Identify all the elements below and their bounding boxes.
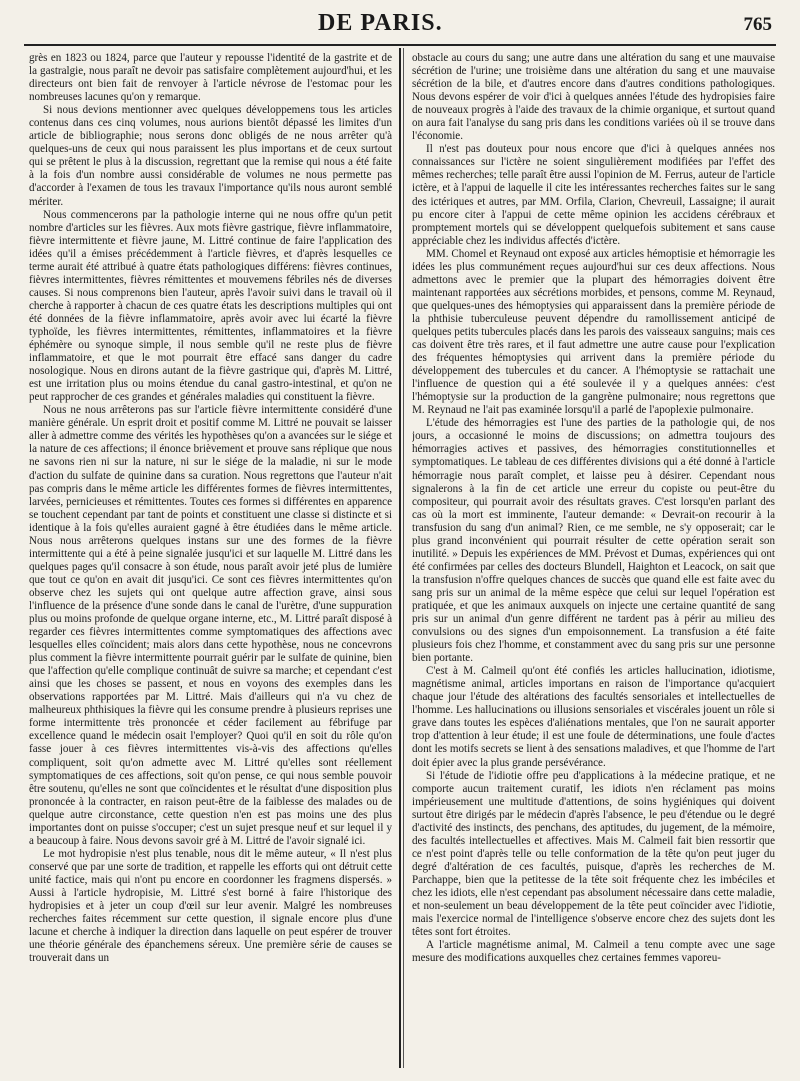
page-number: 765 xyxy=(743,14,772,35)
paragraph: Si nous devions mentionner avec quelques développemens tous les articles contenus dans ces cinq volumes, nous aurions bientôt dépassé les limites d'un article de bibliographie; nous serons donc obligés de ne nous arrêter qu'à quelques-uns de ceux qui nous paraissent les plus importans et de ceux surtout qui se prêtent le plus à la discussion, regrettant que la remise qui nous a été faite à la fois d'un nombre aussi considérable de volumes ne nous permette pas d'accorder à l'examen de tous les travaux l'importance qu'ils nous auront semblé mériter. xyxy=(29,104,392,208)
paragraph: Nous commencerons par la pathologie interne qui ne nous offre qu'un petit nombre d'articles sur les fièvres. Aux mots fièvre gastrique, fièvre inflammatoire, fièvre intermittente et fièvre jaune, M. Littré continue de faire l'application des idées qu'il a émises précédemment à l'article fièvres, et d'après lesquelles ce terme aurait été attribué à quatre états pathologiques différens: fièvres continues, fièvres intermittentes, fièvres rémittentes et mouvemens fébriles nés de diverses causes. Si nous comprenons bien l'auteur, après l'avoir suivi dans le travail où il cherche à rapporter à chacun de ces quatre états les descriptions multiples qui ont été données de la fièvre inflammatoire, après avoir avec lui écarté la fièvre typhoïde, les fièvres intermittentes, rémittentes, inflammatoires et la fièvre éphémère ou synoque simple, il nous semble qu'il ne reste plus de fièvre inflammatoire, et que le mot pourrait être effacé sans danger du cadre nosologique. Nous en dirons autant de la fièvre gastrique qui, d'après M. Littré, est une irritation plus ou moins étendue du canal gastro-intestinal, et qu'on ne peut rapprocher de ces grandes et générales maladies qui constituent la fièvre. xyxy=(29,208,392,404)
right-column xyxy=(412,52,775,1067)
paragraph: L'étude des hémorragies est l'une des parties de la pathologie qui, de nos jours, a occasionné le moins de discussions; on admettra toujours des hémorragies actives et passives, des hémorragies constitutionnelles et symptomatiques. Le tableau de ces différentes divisions qui a été donné à l'article hémorragie nous paraît complet, et laisse peu à désirer. Cependant nous signalerons à la fin de cet article une erreur du copiste ou peut-être du compositeur, qui pourrait avoir des résultats graves. C'est lorsqu'en parlant des cas où la mort est imminente, l'auteur demande: « Devrait-on recourir à la transfusion du sang d'un animal? Rien, ce me semble, ne s'y opposerait; car le plus grand inconvénient qui pourrait résulter de cette opération serait son inutilité. » Depuis les expériences de MM. Prévost et Dumas, expériences qui ont été confirmées par celles des docteurs Blundell, Haighton et Leacock, on sait que la transfusion n'offre quelques chances de succès que quand elle est faite avec du sang pris sur un animal de la même espèce que celui sur lequel l'opération est pratiquée, et que les animaux auxquels on injecte une certaine quantité de sang pris sur un animal d'un genre différent ne tardent pas à périr au milieu des convulsions ou des signes d'un empoisonnement. La transfusion a été faite plusieurs fois chez l'homme, et constamment avec du sang pris sur une personne bien portante. xyxy=(412,417,775,665)
paragraph: Le mot hydropisie n'est plus tenable, nous dit le même auteur, « Il n'est plus conservé que par une sorte de tradition, et rappelle les efforts qui ont détruit cette unité factice, mais qui n'ont pu encore en coordonner les fragmens dispersés. » Aussi à l'article hydropisie, M. Littré s'est borné à faire l'historique des hydropisies et à jeter un coup d'œil sur leur avenir. Malgré les nombreuses recherches faites récemment sur cette question, il signale encore plus d'une lacune et cherche à indiquer la direction dans laquelle on peut espérer de trouver une théorie générale des épanchemens séreux. Une première série de causes se trouverait dans un xyxy=(29,847,392,965)
paragraph: MM. Chomel et Reynaud ont exposé aux articles hémoptisie et hémorragie les idées les plus communément reçues aujourd'hui sur ces deux affections. Nous admettons avec le premier que la plupart des hémorragies doivent être maintenant rapportées aux sécrétions morbides, et pensons, comme M. Reynaud, que quelques-unes des hémoptysies qui apparaissent dans la première période de la phthisie tuberculeuse peuvent dépendre du ramollissement anticipé de quelques petits tubercules placés dans les parois des vaisseaux sanguins; mais ces cas doivent être très rares, et il faut admettre une autre cause pour l'explication des fréquentes hémoptysies qui arrivent dans la première période du développement des tubercules et du cancer. A l'hémoptysie se rattachait une l'influence de question qui a été soulevée il y a quelques années: c'est l'hémoptysie sur la production de la gangrène pulmonaire; nous regrettons que M. Reynaud ne l'ait pas examinée lorsqu'il a parlé de l'apoplexie pulmonaire. xyxy=(412,247,775,417)
paragraph: obstacle au cours du sang; une autre dans une altération du sang et une mauvaise sécrétion de l'urine; une troisième dans une altération du sang et une mauvaise sécrétion de la bile, et d'autres encore dans d'autres conditions pathologiques. Nous devons espérer de voir d'ici à quelques années l'étude des hydropisies faire de nouveaux progrès à l'aide des travaux de la chimie organique, et surtout quand on aura fait l'analyse du sang pris dans les conditions variées où il se trouve dans l'économie. xyxy=(412,52,775,143)
paragraph: C'est à M. Calmeil qu'ont été confiés les articles hallucination, idiotisme, magnétisme animal, articles importans en raison de l'importance qu'acquiert chaque jour l'étude des altérations des facultés sensoriales et intellectuelles de l'homme. Les hallucinations ou illusions sensoriales et viscérales jouent un rôle si grave dans toutes les espèces d'aliénations mentales, que l'on ne saurait apporter trop d'attention à leur étude; il est une foule de déterminations, une foule d'actes dont les motifs secrets se lient à des sensations maladives, et que l'homme de l'art doit épier avec la plus grande persévérance. xyxy=(412,665,775,769)
paragraph: grès en 1823 ou 1824, parce que l'auteur y repousse l'identité de la gastrite et de la gastralgie, nous paraît ne devoir pas satisfaire complètement aujourd'hui, et les directeurs ont bien fait de renvoyer à l'article névrose de l'estomac pour les nombreuses lacunes qu'on y remarque. xyxy=(29,52,392,104)
paragraph: Il n'est pas douteux pour nous encore que d'ici à quelques années nos connaissances sur l'ictère ne soient singulièrement modifiées par l'effet des mêmes recherches; telle paraît être aussi l'opinion de M. Ferrus, auteur de l'article ictère, et à l'appui de laquelle il cite les intéressantes recherches faites sur le sang des ictériques et autres, par MM. Orfila, Clarion, Chevreuil, Lassaigne; il aurait pu encore citer à l'appui de cette même opinion les accidens cérébraux et promptement mortels qui se développent quelquefois subitement et sans cause appréciable chez les individus affectés d'ictère. xyxy=(412,143,775,247)
running-head: DE PARIS. xyxy=(318,10,443,36)
page-header xyxy=(0,0,800,40)
header-rule xyxy=(24,44,776,46)
paragraph: A l'article magnétisme animal, M. Calmeil a tenu compte avec une sage mesure des modifications auxquelles chez certaines femmes vaporeu- xyxy=(412,939,775,965)
paragraph: Si l'étude de l'idiotie offre peu d'applications à la médecine pratique, et ne comporte aucun traitement curatif, les idiots n'en réclament pas moins impérieusement une multitude d'attentions, de soins hygiéniques qui doivent surtout être dirigés par le médecin d'après l'absence, le peu d'étendue ou le degré d'activité des instincts, des penchans, des aptitudes, du jugement, de la mémoire, des facultés intellectuelles et affectives. Mais M. Calmeil fait bien ressortir que ce n'est point d'après telle ou telle conformation de la tête qu'on peut juger du degré d'altération de ces facultés, puisque, d'après les recherches de M. Parchappe, bien que la petitesse de la tête soit fréquente chez les imbéciles et chez les idiots, elle n'est cependant pas absolument nécessaire dans cette maladie, et non-seulement un beau développement de la tête peut coïncider avec l'idiotie, mais l'exercice normal de l'intelligence s'observe encore chez des sujets dont les têtes sont fort étroites. xyxy=(412,769,775,939)
left-column xyxy=(29,52,392,1067)
paragraph: Nous ne nous arrêterons pas sur l'article fièvre intermittente considéré d'une manière générale. Un esprit droit et positif comme M. Littré ne pouvait se laisser aller à admettre comme des vérités les hypothèses qu'on a avancées sur le siége et la nature de ces affections; il énonce brièvement et prouve sans réplique que nous ne savons rien ni sur la nature, ni sur le siége de la maladie, ni sur le mode d'action du sulfate de quinine dans sa curation. Nous regrettons que l'auteur n'ait pas compris dans le même article les différentes formes de fièvres intermittentes, larvées, pernicieuses et rémittentes. Toutes ces formes si différentes en apparence se touchent cependant par tant de points et constituent une classe si distincte et si identique à la fois qu'elles auraient gagné à être étudiées dans le même article. Nous nous arrêterons quelques instans sur une des formes de la fièvre intermittente qui a été à peine signalée jusqu'ici et sur laquelle M. Littré dans les quelques pages qu'il consacre à son étude, nous paraît avoir jeté plus de lumière que tout ce qu'on en avait dit jusqu'ici. Ce sont ces fièvres intermittentes qu'on observe chez les sujets qui ont quelque autre affection grave, ainsi sous l'influence de la présence d'une sonde dans le canal de l'urètre, d'une suppuration plus ou moins profonde de quelque organe interne, etc., M. Littré paraît disposé à regarder ces fièvres intermittentes comme symptomatiques des affections avec lesquelles elles coïncident; mais alors dans cette hypothèse, nous ne concevrons plus comment la fièvre intermittente pourrait guérir par le sulfate de quinine, bien que l'affection qu'elle complique continuât de suivre sa marche; et cependant c'est ainsi que les choses se passent, et nous en voyons des exemples dans les observations rapportées par M. Littré. Mais d'ailleurs qui n'a vu chez de malheureux phthisiques la fièvre qui les consume prendre à plusieurs reprises une forme intermittente très prononcée et céder facilement au fébrifuge par excellence quand le médecin osait l'employer? Quoi qu'il en soit du rôle qu'on fasse jouer à ces fièvres intermittentes vis-à-vis des affections qu'elles compliquent, soit qu'on admette avec M. Littré qu'elles sont réellement symptomatiques de ces affections, soit qu'on pense, ce qui nous semble pouvoir être soutenu, qu'elles ne sont que coïncidentes et le résultat d'une disposition plus prononcée à la contracter, en raison peut-être de la faiblesse des malades ou de quelque autre circonstance, cette question n'en est pas moins une des plus importantes dont on puisse s'occuper; c'est un sujet presque neuf et sur lequel il y a beaucoup à faire. Nous devons savoir gré à M. Littré de l'avoir signalé ici. xyxy=(29,404,392,847)
column-divider xyxy=(399,48,401,1068)
